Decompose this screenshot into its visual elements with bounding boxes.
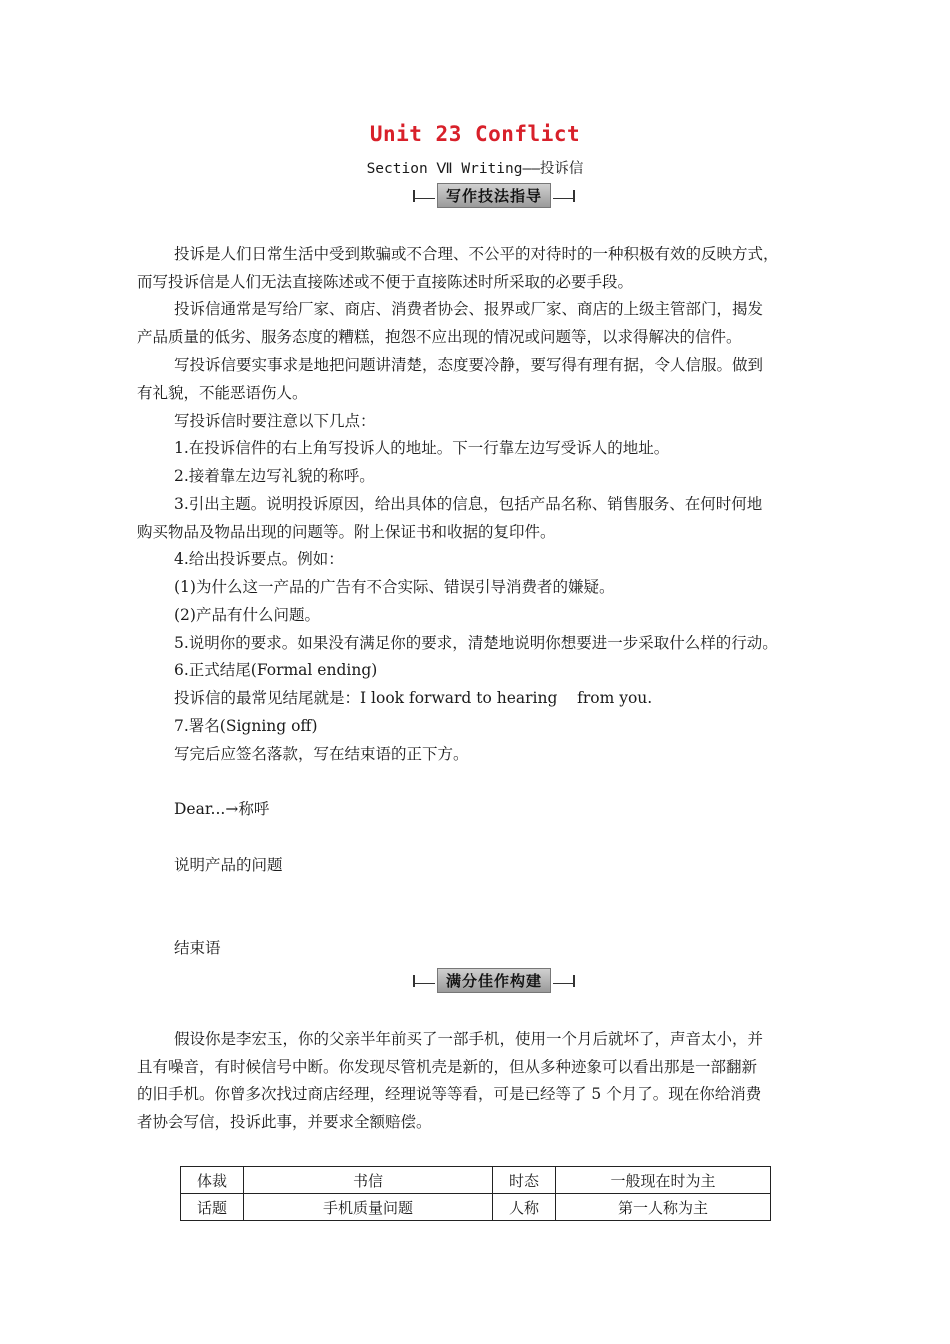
banner-right-tick: [573, 190, 575, 202]
outline-closing: 结束语: [174, 939, 221, 957]
body-line: 产品质量的低劣、服务态度的糟糕，抱怨不应出现的情况或问题等，以求得解决的信件。: [137, 328, 742, 346]
section-subtitle: Section Ⅶ Writing——投诉信: [366, 161, 584, 177]
banner-label: 写作技法指导: [437, 183, 551, 208]
table-cell: 话题: [181, 1194, 244, 1221]
body-line: 而写投诉信是人们无法直接陈述或不便于直接陈述时所采取的必要手段。: [137, 273, 634, 291]
list-item: 6.正式结尾(Formal ending): [174, 661, 378, 679]
list-item: 3.引出主题。说明投诉原因，给出具体的信息，包括产品名称、销售服务、在何时何地: [174, 495, 763, 513]
list-item: 1.在投诉信件的右上角写投诉人的地址。下一行靠左边写受诉人的地址。: [174, 439, 670, 457]
page-title: Unit 23 Conflict: [369, 122, 581, 146]
list-item: 4.给出投诉要点。例如：: [174, 550, 344, 568]
list-item: 写完后应签名落款，写在结束语的正下方。: [174, 745, 469, 763]
section-banner-writing-tips: [413, 184, 575, 206]
list-item: (1)为什么这一产品的广告有不合实际、错误引导消费者的嫌疑。: [174, 578, 615, 596]
banner-left-tick: [413, 190, 415, 202]
section-banner-model-essay: [413, 969, 575, 991]
table-cell: 人称: [493, 1194, 556, 1221]
body-line: 写投诉信要实事求是地把问题讲清楚，态度要冷静，要写得有理有据，令人信服。做到: [174, 356, 764, 374]
banner-right-rule: [553, 198, 573, 199]
banner-left-rule: [415, 198, 435, 199]
banner-left-tick: [413, 975, 415, 987]
body-line: 投诉是人们日常生活中受到欺骗或不合理、不公平的对待时的一种积极有效的反映方式，: [174, 245, 779, 263]
list-item: 7.署名(Signing off): [174, 717, 318, 735]
list-item: 5.说明你的要求。如果没有满足你的要求，清楚地说明你想要进一步采取什么样的行动。: [174, 634, 778, 652]
list-item: 购买物品及物品出现的问题等。附上保证书和收据的复印件。: [137, 523, 556, 541]
outline-problem: 说明产品的问题: [174, 856, 283, 874]
table-cell: 手机质量问题: [244, 1194, 493, 1221]
task-line: 且有噪音，有时候信号中断。你发现尽管机壳是新的，但从多种迹象可以看出那是一部翻新: [137, 1058, 758, 1076]
table-cell: 书信: [244, 1167, 493, 1194]
table-cell: 第一人称为主: [556, 1194, 771, 1221]
table-cell: 体裁: [181, 1167, 244, 1194]
writing-info-table: [180, 1166, 771, 1221]
body-line: 有礼貌，不能恶语伤人。: [137, 384, 308, 402]
table-row: [181, 1194, 771, 1221]
banner-right-rule: [553, 983, 573, 984]
list-item: 2.接着靠左边写礼貌的称呼。: [174, 467, 375, 485]
table-cell: 时态: [493, 1167, 556, 1194]
table-cell: 一般现在时为主: [556, 1167, 771, 1194]
banner-left-rule: [415, 983, 435, 984]
task-line: 假设你是李宏玉，你的父亲半年前买了一部手机，使用一个月后就坏了，声音太小，并: [174, 1030, 764, 1048]
list-item: (2)产品有什么问题。: [174, 606, 320, 624]
body-line: 写投诉信时要注意以下几点：: [174, 412, 376, 430]
banner-label: 满分佳作构建: [437, 968, 551, 993]
body-line: 投诉信通常是写给厂家、商店、消费者协会、报界或厂家、商店的上级主管部门，揭发: [174, 300, 764, 318]
list-item: 投诉信的最常见结尾就是：I look forward to hearing from you.: [174, 689, 653, 707]
task-line: 的旧手机。你曾多次找过商店经理，经理说等等看，可是已经等了 5 个月了。现在你给消费: [137, 1085, 762, 1103]
outline-salutation: Dear...→称呼: [174, 800, 270, 818]
task-line: 者协会写信，投诉此事，并要求全额赔偿。: [137, 1113, 432, 1131]
banner-right-tick: [573, 975, 575, 987]
table-row: [181, 1167, 771, 1194]
